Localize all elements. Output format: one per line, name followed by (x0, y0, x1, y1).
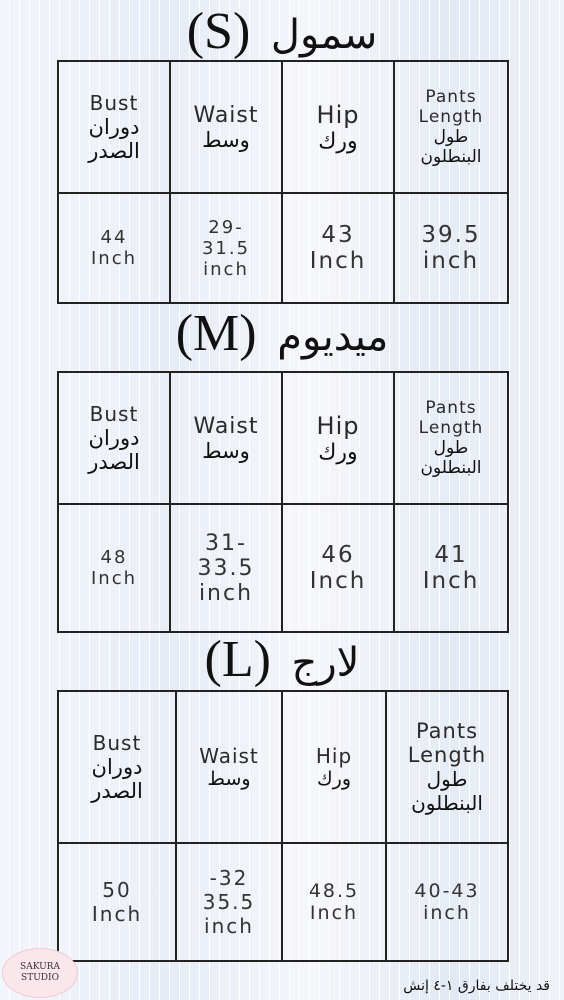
pants-label-en: Pants (425, 398, 477, 418)
waist-header (170, 372, 282, 504)
value-line: Inch (422, 568, 480, 594)
pants-label-en: Length (407, 743, 487, 767)
waist-label-ar: وسط (202, 127, 250, 152)
waist-label-en: Waist (199, 744, 259, 768)
pants-label-ar: البنطلون (420, 458, 482, 478)
waist-label-ar: وسط (207, 768, 251, 790)
hip-value (282, 504, 394, 632)
bust-label-ar: الصدر (88, 450, 140, 474)
bust-value (58, 193, 170, 303)
size-letter: (L) (204, 631, 271, 688)
size-name-ar: ميديوم (277, 314, 389, 360)
value-line: 41 (434, 542, 468, 568)
value-line: Inch (309, 902, 359, 924)
value-line: 35.5 (202, 890, 256, 914)
size-table-m (57, 371, 509, 633)
hip-label-ar: ورك (316, 768, 351, 790)
size-table-s (57, 60, 509, 304)
value-line: 48 (100, 547, 128, 568)
size-table-l (57, 690, 509, 962)
size-name-ar: لارج (291, 640, 360, 686)
bust-label-ar: دوران (88, 115, 140, 139)
bust-header (58, 61, 170, 193)
value-line: -32 (209, 866, 249, 890)
bust-header (58, 372, 170, 504)
bust-header (58, 691, 176, 843)
pants-length-value (394, 193, 508, 303)
value-line: 43 (321, 222, 355, 248)
size-letter: (M) (175, 305, 257, 362)
value-line: 29- (208, 216, 244, 238)
pants-length-header (394, 61, 508, 193)
pants-label-ar: البنطلون (420, 147, 482, 167)
tolerance-note: قد يختلف بفارق ١-٤ إنش (403, 978, 550, 994)
value-line: inch (204, 914, 254, 938)
brand-logo (2, 948, 78, 998)
hip-label-en: Hip (316, 100, 360, 129)
value-line: 50 (102, 878, 132, 902)
bust-label-ar: دوران (88, 426, 140, 450)
hip-value (282, 193, 394, 303)
value-line: Inch (90, 568, 138, 589)
pants-length-header (394, 372, 508, 504)
hip-header (282, 372, 394, 504)
logo-line: SAKURA (20, 962, 60, 972)
waist-label-en: Waist (193, 413, 259, 439)
logo-line: STUDIO (21, 973, 59, 983)
pants-length-value (394, 504, 508, 632)
value-line: 33.5 (197, 555, 255, 581)
pants-length-header (386, 691, 508, 843)
bust-value (58, 843, 176, 961)
waist-value (176, 843, 282, 961)
value-line: 44 (100, 227, 128, 248)
size-name-ar: سمول (270, 12, 378, 58)
value-line: inch (422, 248, 480, 274)
pants-label-ar: طول (426, 767, 468, 791)
waist-value (170, 504, 282, 632)
bust-label-ar: الصدر (91, 779, 143, 803)
size-heading-s (0, 4, 564, 63)
waist-header (170, 61, 282, 193)
waist-value (170, 193, 282, 303)
hip-value (282, 843, 386, 961)
value-line: inch (198, 580, 254, 606)
value-line: Inch (91, 902, 143, 926)
bust-value (58, 504, 170, 632)
pants-label-ar: البنطلون (411, 791, 483, 815)
bust-label-en: Bust (89, 91, 139, 115)
pants-label-en: Pants (425, 87, 477, 107)
value-line: 40-43 (414, 880, 480, 902)
bust-label-ar: دوران (91, 755, 143, 779)
bust-label-ar: الصدر (88, 139, 140, 163)
value-line: 39.5 (421, 222, 481, 248)
waist-label-en: Waist (193, 102, 259, 128)
hip-header (282, 691, 386, 843)
hip-label-en: Hip (315, 744, 353, 768)
hip-header (282, 61, 394, 193)
pants-label-en: Length (418, 107, 484, 127)
value-line: 48.5 (308, 880, 360, 902)
value-line: 31.5 (201, 237, 251, 259)
waist-header (176, 691, 282, 843)
value-line: Inch (90, 248, 138, 269)
hip-label-ar: ورك (318, 439, 358, 465)
value-line: Inch (309, 248, 367, 274)
bust-label-en: Bust (92, 731, 142, 755)
size-heading-m (0, 306, 564, 365)
bust-label-en: Bust (89, 402, 139, 426)
hip-label-en: Hip (316, 411, 360, 440)
hip-label-ar: ورك (318, 128, 358, 154)
pants-label-ar: طول (433, 127, 469, 147)
size-heading-l (0, 632, 564, 691)
pants-label-en: Pants (415, 719, 479, 743)
value-line: 31- (205, 530, 247, 556)
pants-label-en: Length (418, 418, 484, 438)
value-line: Inch (309, 568, 367, 594)
pants-label-ar: طول (433, 438, 469, 458)
size-letter: (S) (186, 3, 251, 60)
value-line: 46 (321, 542, 355, 568)
waist-label-ar: وسط (202, 438, 250, 463)
pants-length-value (386, 843, 508, 961)
value-line: inch (203, 258, 249, 280)
value-line: inch (423, 902, 471, 924)
